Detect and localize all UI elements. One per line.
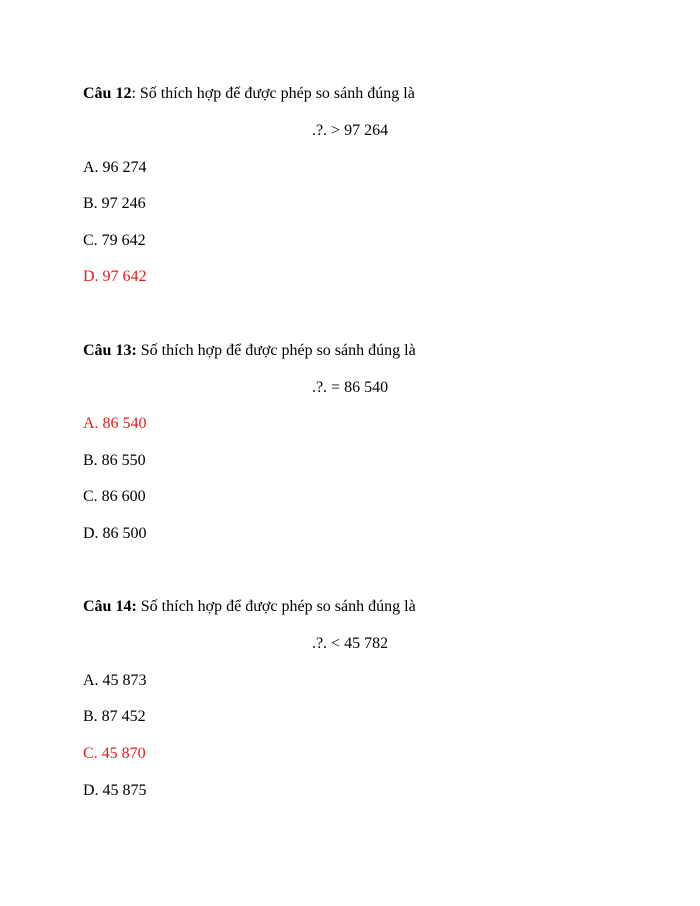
question-label: Câu 12 [83, 85, 132, 102]
option-d: D. 45 875 [83, 782, 147, 799]
question-label-suffix: : [131, 85, 136, 102]
question-label: Câu 14: [83, 598, 137, 615]
option-d-correct: D. 97 642 [83, 268, 147, 285]
option-c: C. 79 642 [83, 232, 146, 249]
question-prompt: Số thích hợp để được phép so sánh đúng là [136, 598, 416, 615]
question-title [83, 84, 415, 104]
option-a-correct: A. 86 540 [83, 415, 147, 432]
question-title [83, 341, 416, 361]
option-c-correct: C. 45 870 [83, 745, 146, 762]
comparison-expression: .?. < 45 782 [311, 635, 389, 652]
option-d: D. 86 500 [83, 525, 147, 542]
option-a: A. 45 873 [83, 672, 147, 689]
question-title [83, 597, 416, 617]
comparison-expression: .?. = 86 540 [311, 379, 389, 396]
option-a: A. 96 274 [83, 159, 147, 176]
option-b: B. 97 246 [83, 195, 146, 212]
option-b: B. 86 550 [83, 452, 146, 469]
question-prompt: Số thích hợp để được phép so sánh đúng là [135, 85, 415, 102]
question-prompt: Số thích hợp để được phép so sánh đúng là [136, 342, 416, 359]
option-c: C. 86 600 [83, 488, 146, 505]
comparison-expression: .?. > 97 264 [311, 122, 389, 139]
question-label: Câu 13: [83, 342, 137, 359]
option-b: B. 87 452 [83, 708, 146, 725]
